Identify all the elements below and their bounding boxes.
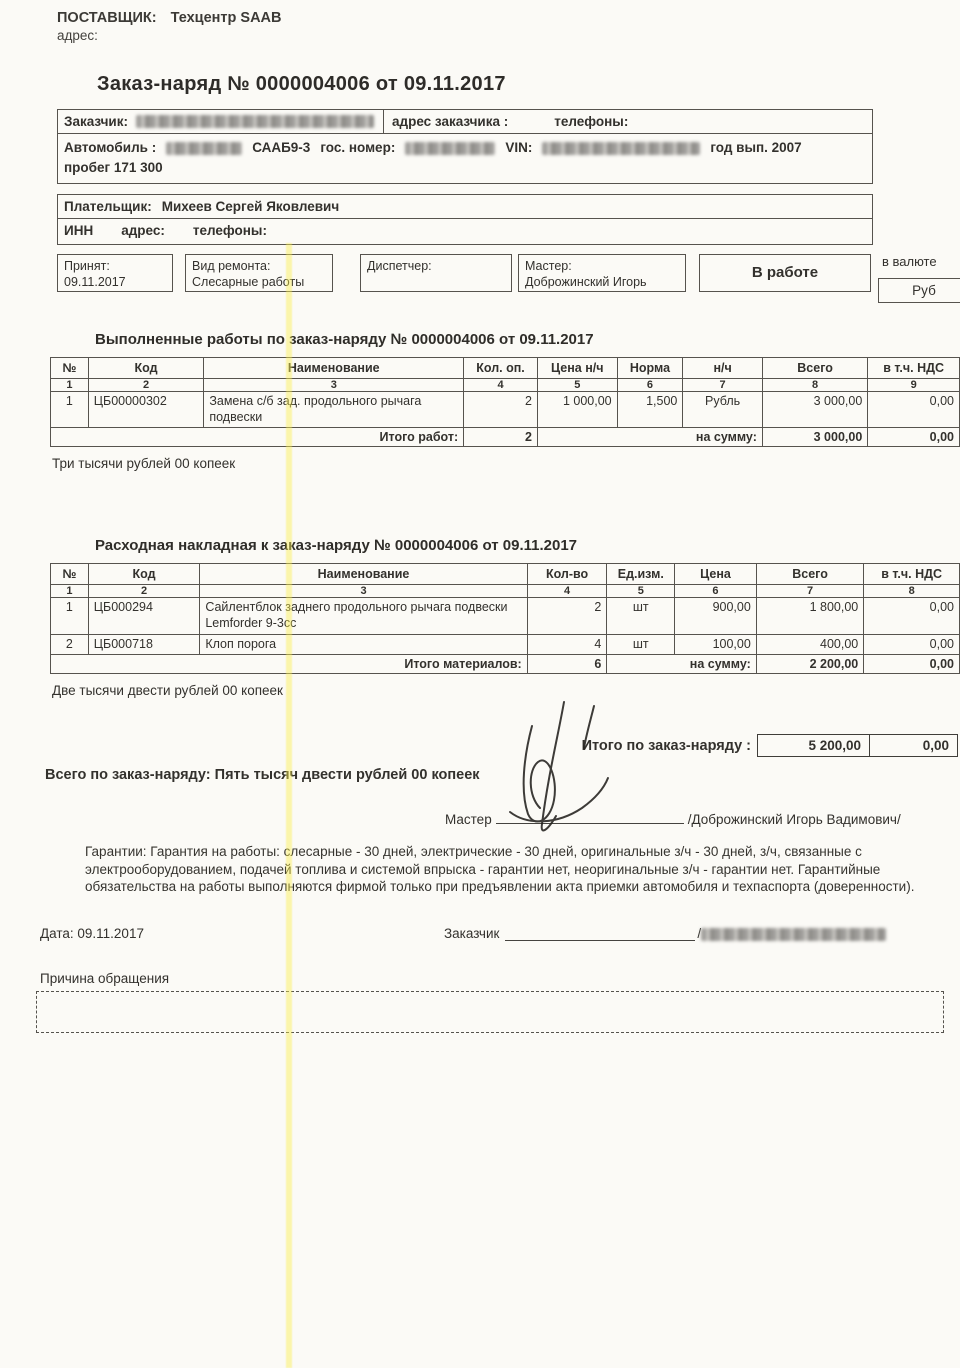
materials-total-label: Итого материалов: (51, 655, 528, 674)
works-table-row (51, 392, 960, 428)
document-title: Заказ-наряд № 0000004006 от 09.11.2017 (97, 73, 506, 95)
materials-total-sum: 2 200,00 (756, 655, 863, 674)
master-signature-line (445, 810, 960, 827)
accepted-date: 09.11.2017 (64, 275, 126, 290)
car-year: год вып. 2007 (710, 140, 802, 155)
materials-total-vat: 0,00 (864, 655, 960, 674)
customer-row (58, 110, 872, 134)
col-number: 3 (200, 585, 527, 598)
work-vat: 0,00 (868, 392, 960, 428)
master-signature-underline (496, 810, 684, 824)
master-sign-label: Мастер (445, 812, 492, 828)
payer-address-label: адрес: (121, 223, 165, 239)
date-signature-row (40, 926, 960, 941)
col-number: 9 (868, 379, 960, 392)
car-row (58, 134, 872, 183)
works-col-header: в т.ч. НДС (868, 358, 960, 379)
master-fullname: /Доброжинский Игорь Вадимович/ (687, 812, 901, 828)
grand-total-in-words: Всего по заказ-наряду: Пять тысяч двести рублей 00 копеек (45, 767, 480, 784)
works-col-header: н/ч (683, 358, 763, 379)
material-num: 1 (51, 598, 89, 634)
customer-label: Заказчик: (64, 114, 128, 129)
supplier-label: ПОСТАВЩИК: (57, 10, 157, 26)
col-number: 1 (51, 585, 89, 598)
works-totals-row (51, 428, 960, 447)
works-col-header: № (51, 358, 89, 379)
work-unit: Рубль (683, 392, 763, 428)
works-col-header: Наименование (204, 358, 464, 379)
works-colnum-row (51, 379, 960, 392)
materials-col-header: Кол-во (527, 564, 607, 585)
materials-header-row (51, 564, 960, 585)
col-number: 6 (617, 379, 683, 392)
col-number: 4 (527, 585, 607, 598)
customer-car-box (57, 109, 873, 184)
material-total: 400,00 (756, 634, 863, 655)
works-section-title: Выполненные работы по заказ-наряду № 0000004006 от 09.11.2017 (95, 331, 594, 349)
repair-type-value: Слесарные работы (192, 275, 305, 290)
redacted-customer-signature-name (701, 928, 886, 941)
col-number: 1 (51, 379, 89, 392)
redacted-customer-name (136, 115, 374, 128)
grand-total-box (757, 734, 958, 757)
works-amount-in-words: Три тысячи рублей 00 копеек (52, 456, 236, 472)
col-number: 5 (537, 379, 617, 392)
material-vat: 0,00 (864, 634, 960, 655)
grand-total-row (0, 734, 958, 757)
master-box (518, 254, 686, 292)
supplier-line (57, 10, 960, 26)
master-name: Доброжинский Игорь (525, 275, 647, 290)
works-col-header: Код (88, 358, 204, 379)
payer-name: Михеев Сергей Яковлевич (161, 199, 340, 215)
col-number: 5 (607, 585, 675, 598)
currency-block (878, 254, 960, 303)
material-name: Клоп порога (200, 634, 527, 655)
col-number: 7 (756, 585, 863, 598)
materials-table-row (51, 634, 960, 655)
works-table (50, 357, 960, 447)
materials-col-header: Ед.изм. (607, 564, 675, 585)
materials-col-header: Цена (675, 564, 757, 585)
materials-totals-row (51, 655, 960, 674)
reason-input-area (36, 991, 944, 1033)
material-qty: 2 (527, 598, 607, 634)
supplier-address-label: адрес: (57, 28, 98, 43)
grand-total-label: Итого по заказ-наряду : (581, 737, 751, 754)
work-name: Замена с/б зад. продольного рычага подвески (204, 392, 464, 428)
reason-label: Причина обращения (40, 970, 170, 986)
material-total: 1 800,00 (756, 598, 863, 634)
customer-sign-label: Заказчик (443, 925, 500, 941)
col-number: 2 (88, 379, 204, 392)
supplier-name: Техцентр SAAB (170, 10, 282, 26)
works-total-label: Итого работ: (51, 428, 464, 447)
customer-phones-label: телефоны: (554, 114, 629, 129)
payer-box (57, 194, 873, 245)
accepted-label: Принят: (64, 259, 110, 274)
plate-label: гос. номер: (320, 140, 396, 155)
materials-col-header: № (51, 564, 89, 585)
material-code: ЦБ000294 (88, 598, 200, 634)
col-number: 8 (864, 585, 960, 598)
redacted-vin (542, 142, 700, 155)
payer-phones-label: телефоны: (192, 223, 267, 239)
warranty-text: Гарантии: Гарантия на работы: слесарные - 30 дней, электрические - 30 дней, оригинальные з/ч - 30 дней, з/ч, связанные с электрооборудованием, подачей топлива и системой впрыска - гарантии нет, неоригинальные з/ч - гарантии нет. Гарантийные обязательства на работы выполняются фирмой только при предъявлении акта приемки автомобиля и техпаспорта (доверенности). (85, 844, 915, 895)
vin-label: VIN: (505, 140, 533, 155)
dispatcher-box (360, 254, 512, 292)
work-code: ЦБ00000302 (88, 392, 204, 428)
material-unit: шт (607, 634, 675, 655)
status-badge: В работе (699, 254, 871, 292)
works-col-header: Всего (762, 358, 867, 379)
materials-col-header: в т.ч. НДС (864, 564, 960, 585)
materials-table-row (51, 598, 960, 634)
materials-sum-label: на сумму: (607, 655, 756, 674)
car-mileage: пробег 171 300 (64, 159, 163, 175)
redacted-plate-number (405, 142, 495, 155)
material-price: 100,00 (675, 634, 757, 655)
grand-total-vat: 0,00 (870, 735, 958, 757)
master-label: Мастер: (525, 259, 572, 274)
customer-signature-group (444, 926, 886, 941)
col-number: 3 (204, 379, 464, 392)
customer-slash: / (697, 925, 702, 941)
materials-col-header: Наименование (200, 564, 527, 585)
col-number: 2 (88, 585, 200, 598)
materials-col-header: Всего (756, 564, 863, 585)
work-total: 3 000,00 (762, 392, 867, 428)
inn-label: ИНН (64, 223, 94, 239)
materials-total-qty: 6 (527, 655, 607, 674)
work-num: 1 (51, 392, 89, 428)
work-price: 1 000,00 (537, 392, 617, 428)
works-total-sum: 3 000,00 (762, 428, 867, 447)
works-total-qty: 2 (464, 428, 538, 447)
works-total-vat: 0,00 (868, 428, 960, 447)
material-num: 2 (51, 634, 89, 655)
materials-col-header: Код (88, 564, 200, 585)
customer-signature-underline (505, 927, 695, 941)
customer-address-cell (384, 110, 872, 133)
customer-address-label: адрес заказчика : (392, 114, 509, 129)
redacted-car-code (166, 142, 242, 155)
col-number: 8 (762, 379, 867, 392)
works-header-row (51, 358, 960, 379)
scanned-work-order-page (0, 10, 960, 1368)
works-sum-label: на сумму: (537, 428, 762, 447)
status-row (57, 254, 960, 303)
col-number: 7 (683, 379, 763, 392)
materials-colnum-row (51, 585, 960, 598)
work-norm: 1,500 (617, 392, 683, 428)
inn-row (58, 219, 872, 244)
material-price: 900,00 (675, 598, 757, 634)
material-vat: 0,00 (864, 598, 960, 634)
repair-type-box (185, 254, 333, 292)
col-number: 6 (675, 585, 757, 598)
materials-amount-in-words: Две тысячи двести рублей 00 копеек (52, 683, 283, 699)
grand-total-sum: 5 200,00 (758, 735, 870, 757)
material-qty: 4 (527, 634, 607, 655)
payer-label: Плательщик: (64, 199, 152, 215)
materials-section-title: Расходная накладная к заказ-наряду № 0000004006 от 09.11.2017 (95, 537, 577, 555)
customer-cell (58, 110, 384, 133)
material-code: ЦБ000718 (88, 634, 200, 655)
document-date: Дата: 09.11.2017 (40, 925, 144, 941)
works-col-header: Норма (617, 358, 683, 379)
currency-value: Руб (878, 278, 960, 303)
car-label: Автомобиль : (64, 140, 157, 155)
accepted-box (57, 254, 173, 292)
currency-label: в валюте (882, 254, 937, 270)
repair-type-label: Вид ремонта: (192, 259, 271, 274)
payer-row (58, 195, 872, 219)
dispatcher-label: Диспетчер: (367, 259, 432, 274)
works-col-header: Кол. оп. (464, 358, 538, 379)
materials-table (50, 563, 960, 674)
material-unit: шт (607, 598, 675, 634)
col-number: 4 (464, 379, 538, 392)
works-col-header: Цена н/ч (537, 358, 617, 379)
material-name: Сайлентблок заднего продольного рычага подвески Lemforder 9-3cc (200, 598, 527, 634)
work-qty: 2 (464, 392, 538, 428)
car-model: СААБ9-3 (252, 140, 311, 155)
